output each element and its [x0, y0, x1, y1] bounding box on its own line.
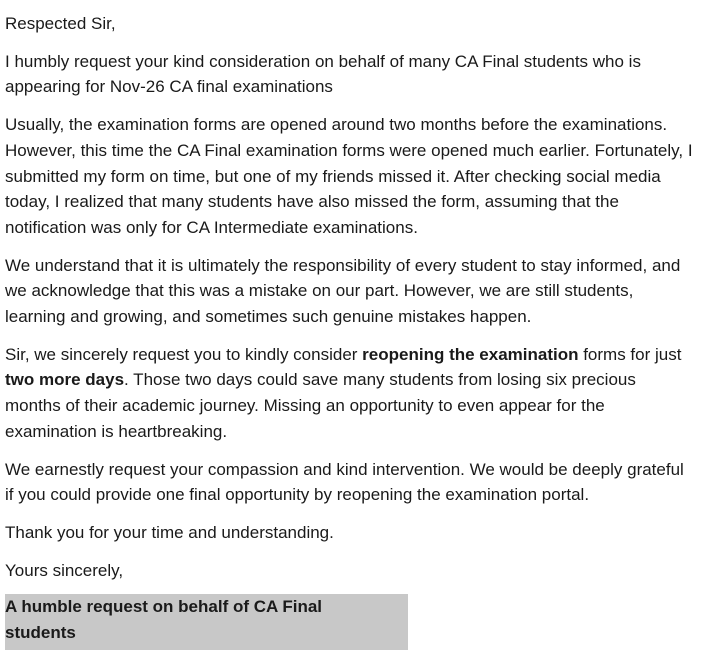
appeal-text-2: forms for just — [578, 344, 682, 364]
paragraph-request: I humbly request your kind consideration on behalf of many CA Final students who is appearing for Nov-26 CA final examinations — [5, 51, 641, 97]
paragraph-compassion: We earnestly request your compassion and kind intervention. We would be deeply grateful if you could provide one final opportunity by reopening the examination portal. — [5, 459, 684, 505]
paragraph-responsibility: We understand that it is ultimately the responsibility of every student to stay informed, and we acknowledge that this was a mistake on our part. However, we are still students, learning and growing, and sometimes such genuine mistakes happen. — [5, 255, 681, 327]
appeal-bold-reopening: reopening the examination — [362, 344, 579, 364]
appeal-text-1: Sir, we sincerely request you to kindly consider — [5, 344, 363, 364]
paragraph-thanks: Thank you for your time and understanding. — [5, 522, 334, 542]
signature-highlight: A humble request on behalf of CA Final students — [5, 594, 408, 649]
appeal-bold-two-days: two more days — [5, 370, 125, 390]
paragraph-appeal — [5, 342, 695, 445]
paragraph-background: Usually, the examination forms are opened around two months before the examinations. However, this time the CA Final examination forms were opened much earlier. Fortunately, I submitted my form on time, but one of my friends missed it. After checking social media today, I realized that many students have also missed the form, assuming that the notification was only for CA Intermediate examinations. — [5, 115, 693, 237]
closing: Yours sincerely, — [5, 560, 124, 580]
salutation: Respected Sir, — [5, 14, 116, 33]
appeal-text-3: . Those two days could save many students from losing six precious months of their academic journey. Missing an opportunity to even appear for the examination is heartbreaking. — [5, 370, 636, 441]
